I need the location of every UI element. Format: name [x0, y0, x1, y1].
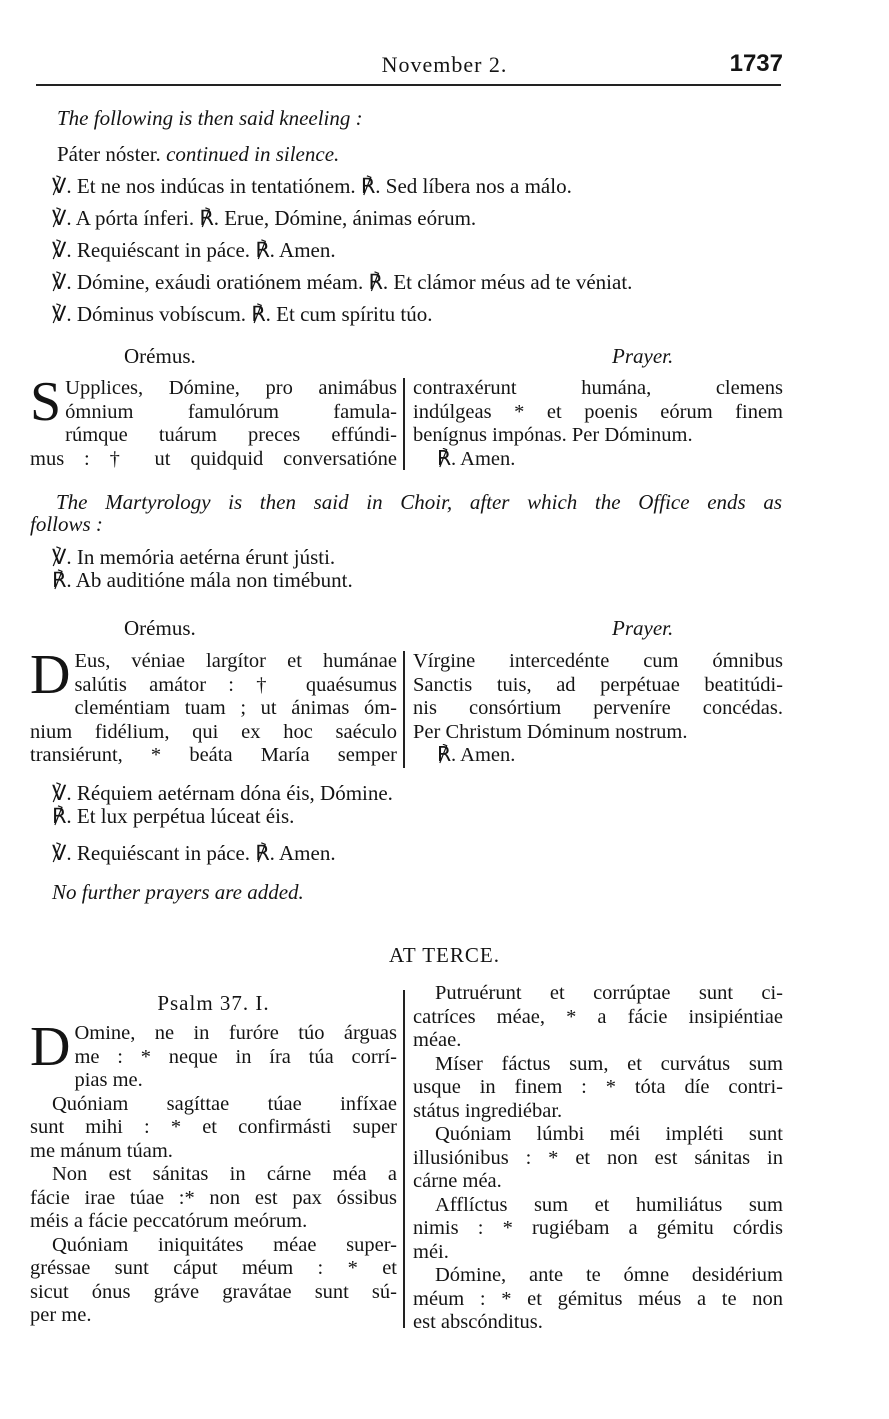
closing-line: ℟. Et lux perpétua lúceat éis. — [52, 804, 295, 828]
versicle-line — [52, 270, 632, 294]
versicle-text: Dómine, exáudi oratiónem méam. — [76, 270, 369, 294]
versicle-mark: ℣. — [52, 174, 77, 198]
prayer1-right-column — [413, 377, 783, 471]
versicle-text: Requiéscant in páce. — [76, 238, 256, 262]
prayer2-left-line: nium fidélium, qui ex hoc saéculo — [30, 720, 397, 743]
terce-right-line: Dómine, ante te ómne desidérium — [435, 1264, 783, 1286]
terce-right-line: státus ingrediébar. — [413, 1099, 563, 1122]
pater-rubric: continued in silence. — [166, 142, 340, 166]
terce-left-column — [30, 1016, 397, 1328]
terce-left-line: sicut ónus gráve gravátae sunt sú- — [30, 1280, 397, 1303]
pater-noster-line — [57, 142, 339, 166]
prayer2-dropcap: D — [30, 644, 71, 706]
martyrology-versicle: ℣. In memória aetérna érunt jústi. — [52, 545, 336, 569]
prayer2-left-line: salútis amátor : † quaésumus — [74, 673, 397, 696]
terce-left-line: pias me. — [74, 1069, 143, 1091]
terce-right-line: cárne méa. — [413, 1170, 502, 1192]
prayer2-left-line: cleméntiam tuam ; ut ánimas óm- — [74, 697, 397, 719]
response-mark: ℟. — [255, 238, 280, 262]
terce-right-line: Afflíctus sum et humiliátus sum — [435, 1193, 783, 1216]
prayer1-amen: ℟. Amen. — [437, 447, 516, 470]
versicle-mark: ℣. — [52, 270, 77, 294]
terce-right-line: nimis : * rugiébam a gémitu córdis — [413, 1217, 783, 1239]
versicle-text: Dóminus vobíscum. — [76, 302, 252, 326]
prayer1-left-line: mus : † ut quidquid conversatióne — [30, 447, 397, 470]
terce-left-line: Quóniam sagíttae túae infíxae — [52, 1092, 397, 1115]
response-mark: ℟. — [368, 270, 394, 294]
versicle-text: Et ne nos indúcas in tentatiónem. — [76, 174, 361, 198]
terce-left-line: sunt mihi : * et confirmásti super — [30, 1116, 397, 1138]
prayer1-left-line: rúmque tuárum preces effúndi- — [65, 424, 397, 446]
terce-heading: AT TERCE. — [389, 943, 500, 967]
prayer2-right-line: Sanctis tuis, ad perpétuae beatitúdi- — [413, 673, 783, 696]
response-mark: ℟. — [199, 206, 225, 230]
terce-column-divider — [403, 990, 405, 1328]
response-mark: ℟. — [360, 174, 386, 198]
terce-left-line: me : * neque in íra túa corrí- — [74, 1045, 397, 1068]
prayer2-left-line: Eus, véniae largítor et humánae — [74, 650, 397, 672]
response-text: Sed líbera nos a málo. — [385, 174, 572, 198]
psalm-title: Psalm 37. I. — [157, 991, 270, 1015]
terce-left-line: fácie irae túae :* non est pax óssibus — [30, 1186, 397, 1209]
prayer2-right-column — [413, 650, 783, 768]
terce-left-line: Non est sánitas in cárne méa a — [52, 1163, 397, 1185]
no-further-prayers-rubric: No further prayers are added. — [52, 880, 304, 904]
prayer2-amen: ℟. Amen. — [437, 744, 516, 766]
prayer2-left-line: transiérunt, * beáta María semper — [30, 744, 397, 766]
prayer-label-1: Prayer. — [612, 344, 674, 368]
header-rule — [36, 84, 781, 86]
prayer2-left-column — [30, 644, 397, 768]
terce-right-line: méum : * et gémitus méus a te non — [413, 1287, 783, 1310]
oremus-1: Orémus. — [124, 344, 196, 368]
response-text: Amen. — [279, 238, 336, 262]
oremus-2: Orémus. — [124, 616, 196, 640]
terce-right-column — [413, 982, 783, 1335]
terce-right-line: catríces méae, * a fácie insipiéntiae — [413, 1005, 783, 1028]
running-header-title: November 2. — [381, 52, 508, 77]
terce-dropcap: D — [30, 1016, 71, 1078]
closing-line: ℣. Requiéscant in páce. ℟. Amen. — [52, 841, 336, 865]
versicle-line — [52, 206, 476, 230]
terce-right-line: Quóniam lúmbi méi impléti sunt — [435, 1123, 783, 1145]
prayer-label-2: Prayer. — [612, 616, 674, 640]
terce-right-line: méae. — [413, 1029, 462, 1051]
response-mark: ℟. — [251, 302, 277, 326]
response-text: Erue, Dómine, ánimas eórum. — [224, 206, 477, 230]
prayer2-right-line: Vírgine intercedénte cum ómnibus — [413, 650, 783, 672]
terce-right-line: illusiónibus : * et non est sánitas in — [413, 1146, 783, 1169]
terce-right-line: Míser fáctus sum, et curvátus sum — [435, 1052, 783, 1075]
prayer1-dropcap: S — [30, 371, 62, 433]
terce-right-line: Putruérunt et corrúptae sunt ci- — [435, 982, 783, 1004]
versicle-line — [52, 302, 433, 326]
page-number: 1737 — [729, 50, 783, 77]
kneeling-rubric: The following is then said kneeling : — [57, 106, 363, 130]
terce-right-line: est abscónditus. — [413, 1311, 543, 1333]
prayer2-column-divider — [403, 651, 405, 768]
prayer2-right-line: nis consórtium perveníre concédas. — [413, 697, 783, 719]
versicle-mark: ℣. — [52, 238, 77, 262]
terce-left-line: per me. — [30, 1304, 92, 1326]
prayer1-left-line: Upplices, Dómine, pro animábus — [65, 377, 397, 399]
prayer1-left-line: ómnium famulórum famula- — [65, 400, 397, 423]
response-text: Et clámor méus ad te véniat. — [393, 270, 633, 294]
response-text: Et cum spíritu túo. — [276, 302, 433, 326]
versicle-line — [52, 238, 336, 262]
terce-left-line: Omine, ne in furóre túo árguas — [74, 1022, 397, 1044]
prayer1-right-line: indúlgeas * et poenis eórum finem — [413, 400, 783, 423]
martyrology-rubric-line1: The Martyrology is then said in Choir, after which the Office ends as — [56, 490, 782, 514]
versicle-text: A pórta ínferi. — [75, 206, 200, 230]
prayer1-column-divider — [403, 378, 405, 470]
prayer2-right-line: Per Christum Dóminum nostrum. — [413, 720, 688, 743]
prayer1-right-line: benígnus impónas. Per Dóminum. — [413, 424, 693, 446]
prayer1-left-column — [30, 371, 397, 471]
terce-right-line: méi. — [413, 1240, 449, 1263]
martyrology-rubric-line2: follows : — [30, 512, 103, 536]
terce-left-line: méis a fácie peccatórum meórum. — [30, 1210, 308, 1232]
terce-right-line: usque in finem : * tóta díe contri- — [413, 1076, 783, 1098]
prayer1-right-line: contraxérunt humána, clemens — [413, 377, 783, 399]
terce-left-line: Quóniam iniquitátes méae super- — [52, 1233, 397, 1256]
versicle-mark: ℣. — [52, 206, 76, 230]
versicle-mark: ℣. — [52, 302, 77, 326]
martyrology-response: ℟. Ab auditióne mála non timébunt. — [52, 568, 353, 592]
versicle-line — [52, 174, 572, 198]
closing-line: ℣. Réquiem aetérnam dóna éis, Dómine. — [52, 781, 393, 805]
terce-left-line: me mánum túam. — [30, 1139, 173, 1162]
pater-text: Páter nóster. — [57, 142, 161, 166]
terce-left-line: gréssae sunt cáput méum : * et — [30, 1257, 397, 1279]
